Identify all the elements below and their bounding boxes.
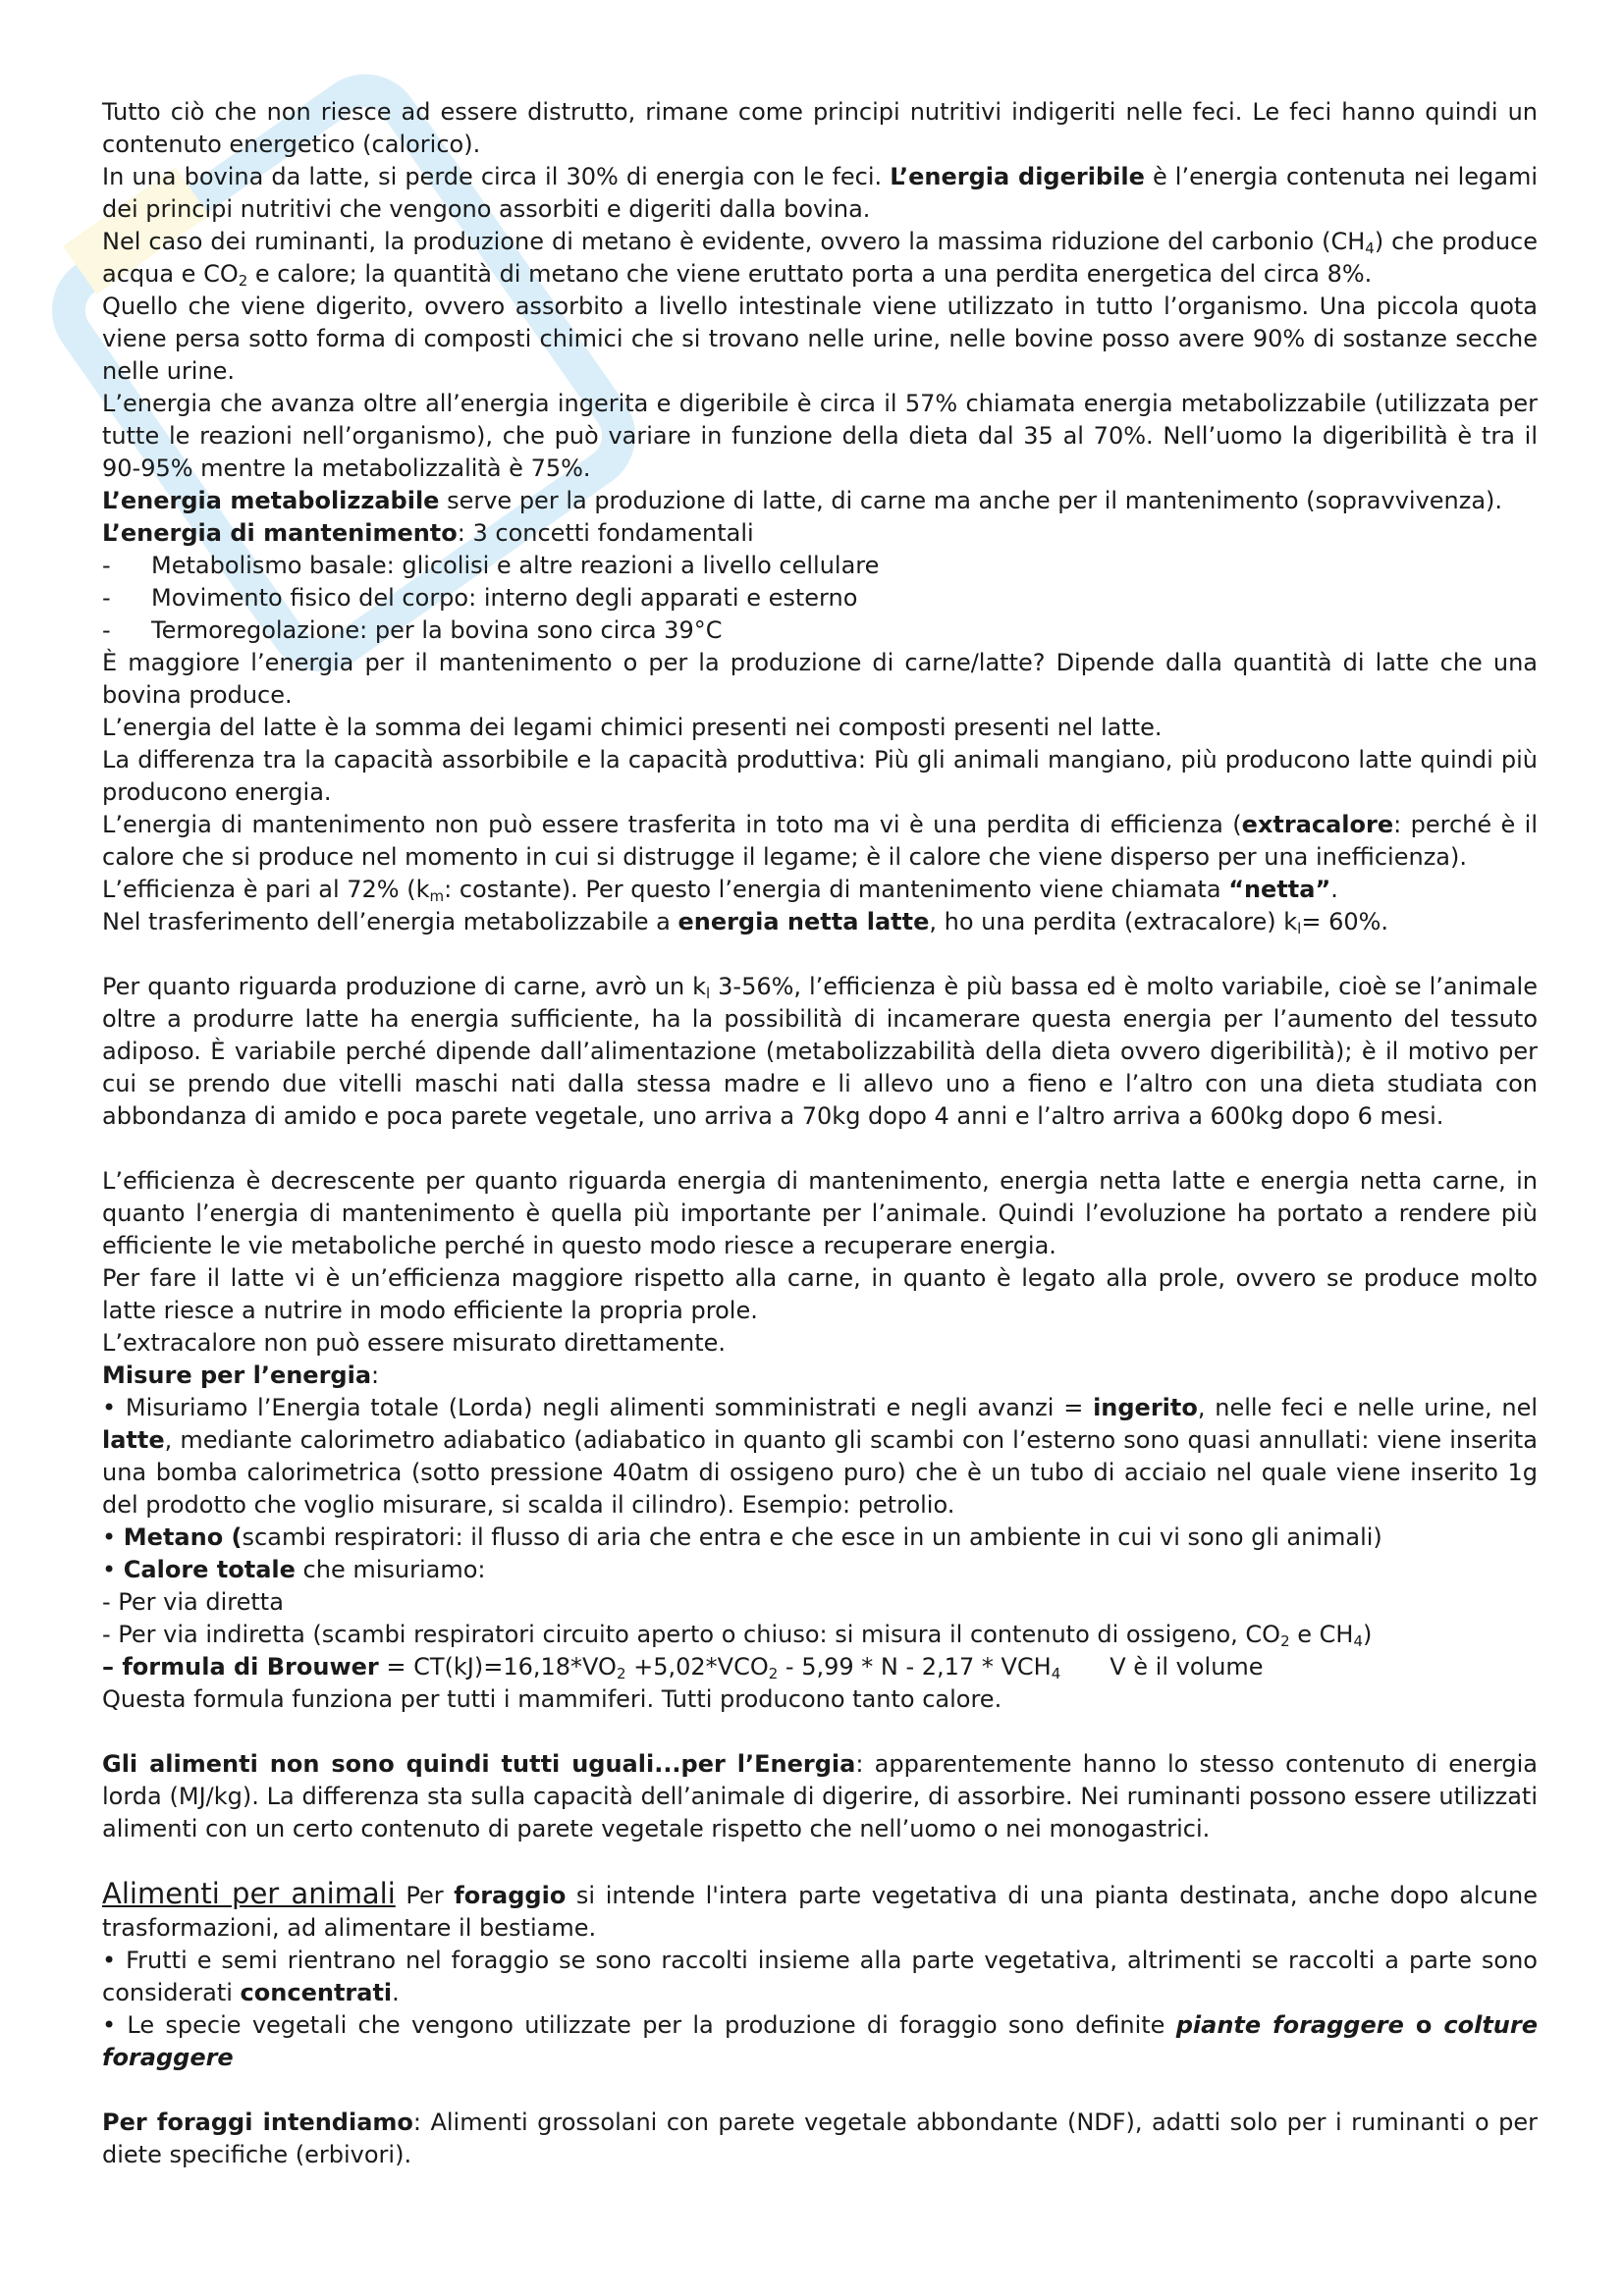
spacer: [102, 1716, 1538, 1748]
paragraph: La differenza tra la capacità assorbibile e la capacità produttiva: Più gli animali mangiano, più producono latte quindi più producono energia.: [102, 746, 1538, 806]
paragraph: L’energia che avanza oltre all’energia ingerita e digeribile è circa il 57% chiamata energia metabolizzabile (utilizzata per tutte le reazioni nell’organismo), che può variare in funzione della dieta dal 35 al 70%. Nell’uomo la digeribilità è tra il 90-95% mentre la metabolizzalità è 75%.: [102, 390, 1538, 482]
paragraph: • Calore totale che misuriamo:: [102, 1556, 486, 1583]
section-label: Misure per l’energia:: [102, 1362, 380, 1389]
paragraph: - Per via diretta: [102, 1588, 284, 1616]
paragraph: Alimenti per animali Per foraggio si intende l'intera parte vegetativa di una pianta destinata, anche dopo alcune trasformazioni, ad alimentare il bestiame.: [102, 1877, 1538, 1942]
list-item: - Termoregolazione: per la bovina sono circa 39°C: [102, 616, 723, 644]
paragraph: L’efficienza è decrescente per quanto riguarda energia di mantenimento, energia netta latte e energia netta carne, in quanto l’energia di mantenimento è quella più importante per l’animale. Quindi l’evoluzione ha portato a rendere più efficiente le vie metaboliche perché in questo modo riesce a recuperare energia.: [102, 1167, 1538, 1259]
paragraph: Nel caso dei ruminanti, la produzione di metano è evidente, ovvero la massima riduzione del carbonio $(CH_4)$ che produce acqua e $CO_2$ e calore; la quantità di metano che viene eruttato porta a una perdita energetica del circa 8%.: [102, 228, 1538, 290]
paragraph: L’extracalore non può essere misurato direttamente.: [102, 1329, 727, 1357]
paragraph: • Le specie vegetali che vengono utilizzate per la produzione di foraggio sono definite piante foraggere o colture foraggere: [102, 2011, 1538, 2071]
paragraph: L’energia metabolizzabile serve per la produzione di latte, di carne ma anche per il mantenimento (sopravvivenza).: [102, 487, 1503, 514]
spacer: [102, 1845, 1538, 1878]
paragraph: L’energia di mantenimento: 3 concetti fondamentali: [102, 519, 754, 547]
paragraph: L’energia di mantenimento non può essere trasferita in toto ma vi è una perdita di efficienza (extracalore: perché è il calore che si produce nel momento in cui si distrugge il legame; è il calore che viene disperso per una inefficienza).: [102, 811, 1538, 871]
paragraph: Questa formula funziona per tutti i mammiferi. Tutti producono tanto calore.: [102, 1685, 1002, 1713]
paragraph: Per fare il latte vi è un’efficienza maggiore rispetto alla carne, in quanto è legato alla prole, ovvero se produce molto latte riesce a nutrire in modo efficiente la propria prole.: [102, 1264, 1538, 1324]
paragraph: • Frutti e semi rientrano nel foraggio se sono raccolti insieme alla parte vegetativa, altrimenti se raccolti a parte sono considerati concentrati.: [102, 1947, 1538, 2006]
paragraph: L’energia del latte è la somma dei legami chimici presenti nei composti presenti nel latte.: [102, 714, 1163, 741]
formula-line: – formula di Brouwer = $CT(kJ)=16,18*VO_2 +5,02*VCO_2 - 5,99 * N - 2,17 * VCH_4$ V è il volume: [102, 1653, 1264, 1682]
paragraph: È maggiore l’energia per il mantenimento o per la produzione di carne/latte? Dipende dalla quantità di latte che una bovina produce.: [102, 649, 1538, 709]
paragraph: L’efficienza è pari al 72% ($k_m$: costante). Per questo l’energia di mantenimento viene chiamata “netta”.: [102, 876, 1338, 905]
document-page: [102, 96, 1538, 2171]
section-heading: Alimenti per animali: [102, 1877, 396, 1910]
paragraph: Quello che viene digerito, ovvero assorbito a livello intestinale viene utilizzato in tutto l’organismo. Una piccola quota viene persa sotto forma di composti chimici che si trovano nelle urine, nelle bovine posso avere 90% di sostanze secche nelle urine.: [102, 293, 1538, 385]
paragraph: • Misuriamo l’Energia totale (Lorda) negli alimenti somministrati e negli avanzi = ingerito, nelle feci e nelle urine, nel latte, mediante calorimetro adiabatico (adiabatico in quanto gli scambi con l’esterno sono quasi annullati: viene inserita una bomba calorimetrica (sotto pressione 40atm di ossigeno puro) che è un tubo di acciaio nel quale viene inserito 1g del prodotto che voglio misurare, si scalda il cilindro). Esempio: petrolio.: [102, 1394, 1538, 1519]
paragraph: • Metano (scambi respiratori: il flusso di aria che entra e che esce in un ambiente in cui vi sono gli animali): [102, 1523, 1382, 1551]
paragraph: Gli alimenti non sono quindi tutti uguali...per l’Energia: apparentemente hanno lo stesso contenuto di energia lorda (MJ/kg). La differenza sta sulla capacità dell’animale di digerire, di assorbire. Nei ruminanti possono essere utilizzati alimenti con un certo contenuto di parete vegetale rispetto che nell’uomo o nei monogastrici.: [102, 1750, 1539, 1842]
paragraph: In una bovina da latte, si perde circa il 30% di energia con le feci. L’energia digeribile è l’energia contenuta nei legami dei principi nutritivi che vengono assorbiti e digeriti dalla bovina.: [102, 163, 1539, 223]
spacer: [102, 938, 1538, 971]
paragraph: Per quanto riguarda produzione di carne, avrò un $k_l$ 3-56%, l’efficienza è più bassa ed è molto variabile, cioè se l’animale oltre a produrre latte ha energia sufficiente, ha la possibilità di incamerare questa energia per l’aumento del tessuto adiposo. È variabile perché dipende dall’alimentazione (metabolizzabilità della dieta ovvero digeribilità); è il motivo per cui se prendo due vitelli maschi nati dalla stessa madre e li allevo uno a fieno e l’altro con una dieta studiata con abbondanza di amido e poca parete vegetale, uno arriva a 70kg dopo 4 anni e l’altro arriva a 600kg dopo 6 mesi.: [102, 973, 1538, 1130]
paragraph: Per foraggi intendiamo: Alimenti grossolani con parete vegetale abbondante (NDF), adatti solo per i ruminanti o per diete specifiche (erbivori).: [102, 2109, 1538, 2168]
paragraph: - Per via indiretta (scambi respiratori circuito aperto o chiuso: si misura il contenuto di ossigeno, $CO_2$ e $CH_4$): [102, 1621, 1373, 1650]
paragraph: Nel trasferimento dell’energia metabolizzabile a energia netta latte, ho una perdita (extracalore) $k_l= 60\%$.: [102, 908, 1389, 937]
list-item: - Metabolismo basale: glicolisi e altre reazioni a livello cellulare: [102, 552, 880, 579]
list-item: - Movimento fisico del corpo: interno degli apparati e esterno: [102, 584, 858, 612]
spacer: [102, 1133, 1538, 1165]
paragraph: Tutto ciò che non riesce ad essere distrutto, rimane come principi nutritivi indigeriti nelle feci. Le feci hanno quindi un contenuto energetico (calorico).: [102, 98, 1538, 158]
spacer: [102, 2074, 1538, 2107]
